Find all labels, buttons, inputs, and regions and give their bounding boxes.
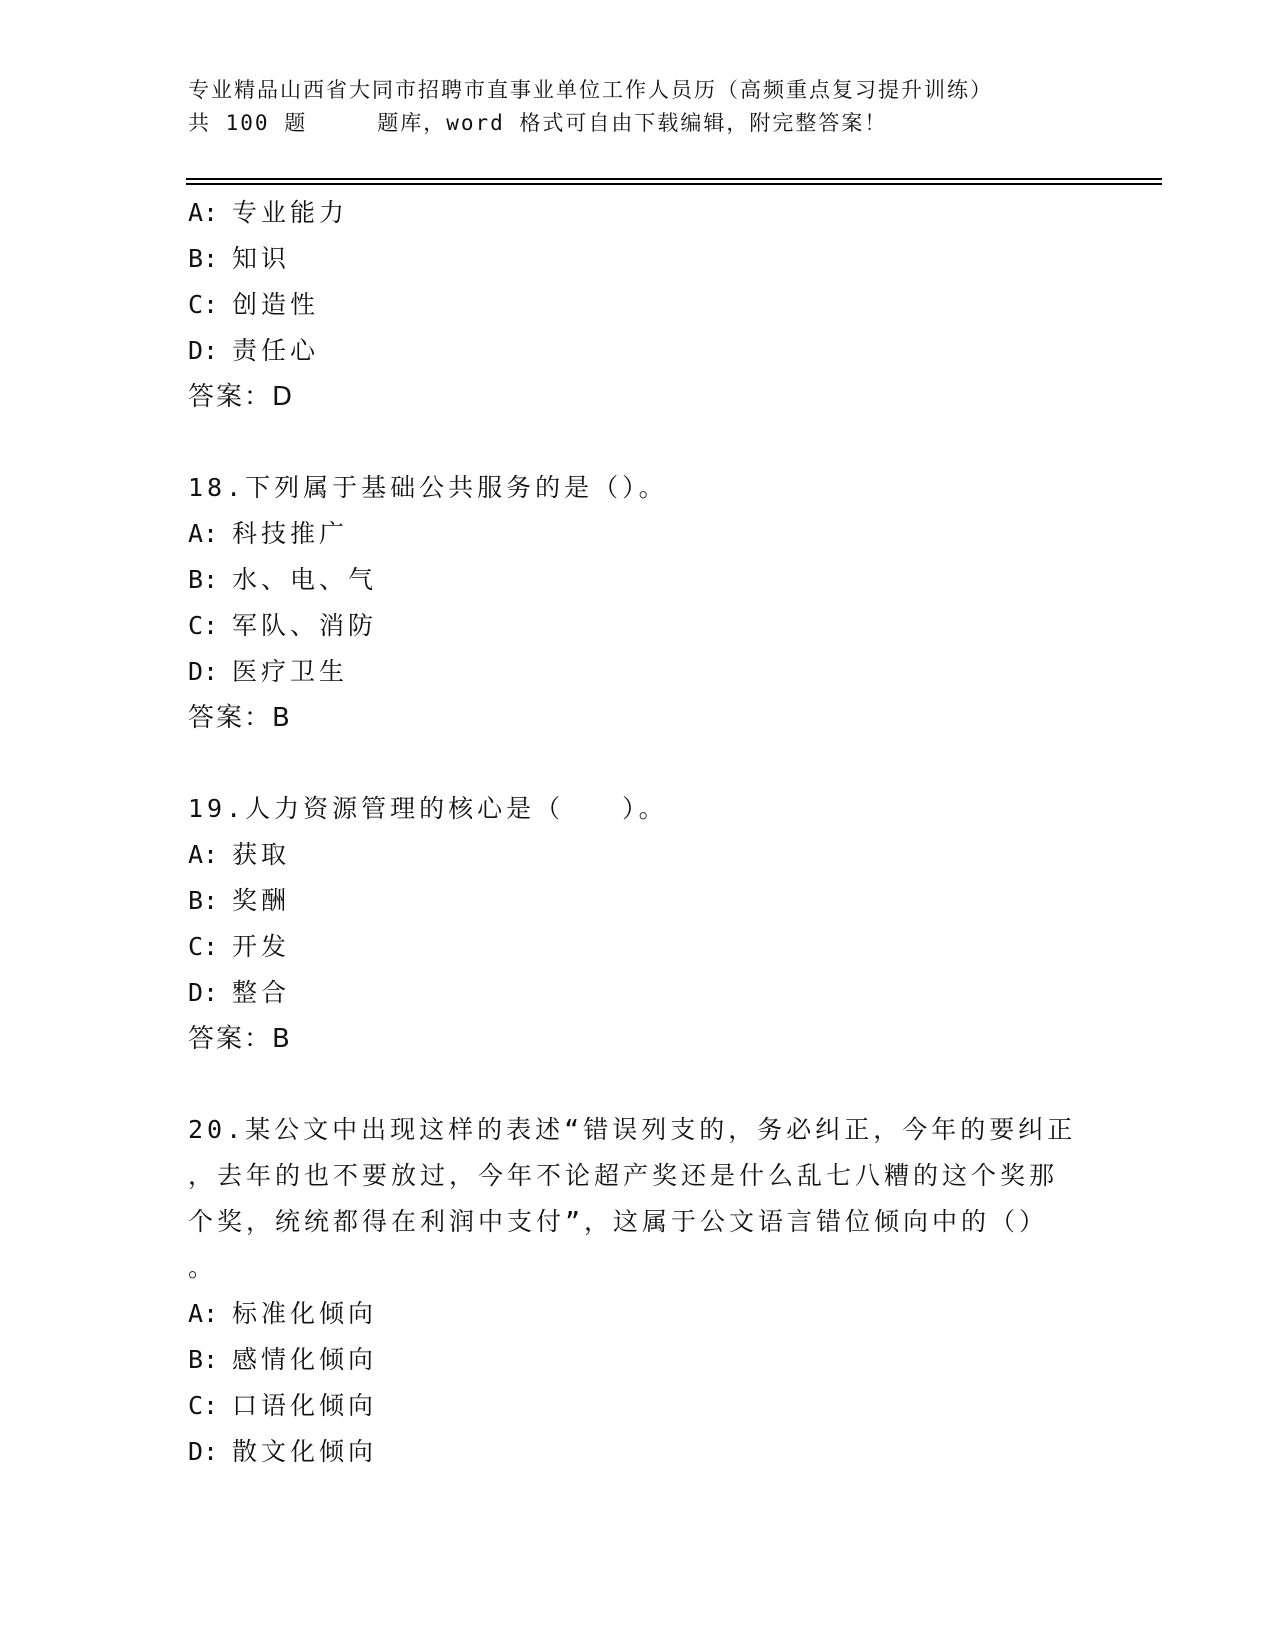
header-subtitle <box>188 107 1088 140</box>
document-header <box>188 74 1088 140</box>
header-divider-top <box>186 178 1162 180</box>
option-text: 医疗卫生 <box>232 657 349 686</box>
option-c <box>188 282 1088 328</box>
option-d <box>188 1429 1088 1475</box>
option-b <box>188 557 1088 603</box>
option-label: C: <box>188 611 219 640</box>
option-label: C: <box>188 290 219 319</box>
option-text: 感情化倾向 <box>232 1345 378 1374</box>
option-b <box>188 878 1088 924</box>
option-text: 责任心 <box>232 336 320 365</box>
option-text: 开发 <box>232 932 291 961</box>
question-stem-line: 20.某公文中出现这样的表述“错误列支的，务必纠正，今年的要纠正 <box>188 1115 1077 1144</box>
answer-line: 答案：B <box>188 1024 292 1054</box>
option-c <box>188 924 1088 970</box>
header-title: 专业精品山西省大同市招聘市直事业单位工作人员历（高频重点复习提升训练） <box>188 78 993 102</box>
option-a <box>188 1291 1088 1337</box>
option-text: 整合 <box>232 978 291 1007</box>
option-label: B: <box>188 886 219 915</box>
question-stem: 19.人力资源管理的核心是（ ）。 <box>188 794 668 823</box>
option-label: C: <box>188 1391 219 1420</box>
option-text: 创造性 <box>232 290 320 319</box>
option-c <box>188 1383 1088 1429</box>
option-text: 奖酬 <box>232 886 291 915</box>
option-label: A: <box>188 840 219 869</box>
option-text: 标准化倾向 <box>232 1299 378 1328</box>
option-a <box>188 832 1088 878</box>
option-d <box>188 328 1088 374</box>
option-text: 散文化倾向 <box>232 1437 378 1466</box>
question-17-tail <box>188 190 1088 420</box>
option-text: 军队、消防 <box>232 611 378 640</box>
question-stem: 18.下列属于基础公共服务的是（）。 <box>188 473 668 502</box>
option-c <box>188 603 1088 649</box>
option-text: 科技推广 <box>232 519 349 548</box>
header-question-count: 共 100 题 <box>188 111 308 135</box>
question-19 <box>188 786 1088 1062</box>
option-text: 口语化倾向 <box>232 1391 378 1420</box>
header-divider-bottom <box>186 183 1162 185</box>
option-text: 知识 <box>232 244 291 273</box>
question-stem-line: 。 <box>188 1253 218 1282</box>
question-stem-line: ，去年的也不要放过，今年不论超产奖还是什么乱七八糟的这个奖那 <box>188 1161 1059 1190</box>
option-label: D: <box>188 978 219 1007</box>
option-label: B: <box>188 565 219 594</box>
option-text: 水、电、气 <box>232 565 378 594</box>
option-label: A: <box>188 198 219 227</box>
option-label: C: <box>188 932 219 961</box>
option-label: B: <box>188 244 219 273</box>
option-text: 获取 <box>232 840 291 869</box>
option-d <box>188 970 1088 1016</box>
option-label: A: <box>188 1299 219 1328</box>
option-a <box>188 511 1088 557</box>
header-description: 题库，word 格式可自由下载编辑，附完整答案！ <box>377 111 888 135</box>
option-label: D: <box>188 657 219 686</box>
question-18 <box>188 465 1088 741</box>
answer-line: 答案：D <box>188 382 295 412</box>
document-body <box>188 190 1088 1475</box>
option-label: A: <box>188 519 219 548</box>
answer-line: 答案：B <box>188 703 292 733</box>
option-label: D: <box>188 1437 219 1466</box>
option-b <box>188 236 1088 282</box>
question-20 <box>188 1107 1088 1475</box>
option-b <box>188 1337 1088 1383</box>
option-label: B: <box>188 1345 219 1374</box>
option-text: 专业能力 <box>232 198 349 227</box>
option-d <box>188 649 1088 695</box>
option-label: D: <box>188 336 219 365</box>
option-a <box>188 190 1088 236</box>
question-stem-line: 个奖，统统都得在利润中支付”，这属于公文语言错位倾向中的（） <box>188 1207 1049 1236</box>
